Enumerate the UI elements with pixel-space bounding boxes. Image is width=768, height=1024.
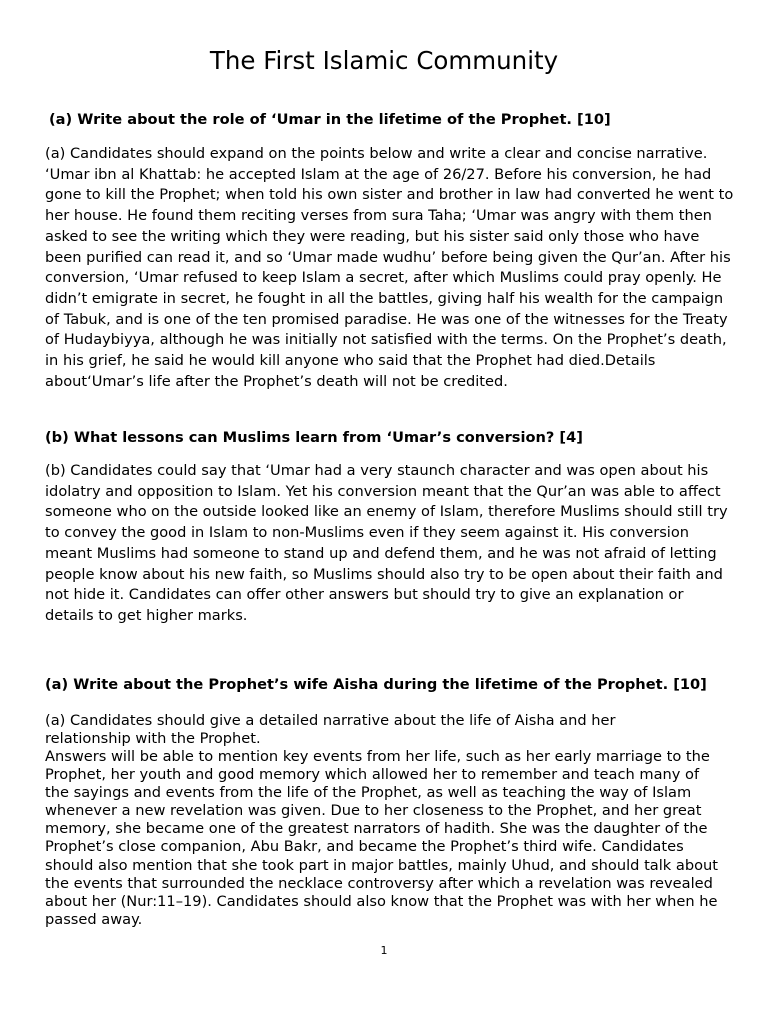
answer-paragraph: (a) Candidates should expand on the points below and write a clear and concise narrative. ‘Umar ibn al Khattab: he accepted Islam at the age of 26/27. Before his conversion, he had gone to kill the Prophet; when told his own sister and brother in law had converted he went to her house. He found them reciting verses from sura Taha; ‘Umar was angry with them then asked to see the writing which they were reading, but his sister said only those who have been purified can read it, and so ‘Umar made wudhu’ before being given the Qur’an. After his conversion, ‘Umar refused to keep Islam a secret, after which Muslims could pray openly. He didn’t emigrate in secret, he fought in all the battles, giving half his wealth for the campaign of Tabuk, and is one of the ten promised paradise. He was one of the witnesses for the Treaty of Hudaybiyya, although he was initially not satisfied with the terms. On the Prophet’s death, in his grief, he said he would kill anyone who said that the Prophet had died.Details about‘Umar’s life after the Prophet’s death will not be credited. (45, 145, 734, 390)
question-heading: (a) Write about the role of ‘Umar in the lifetime of the Prophet. [10] (49, 111, 611, 128)
question-heading: (b) What lessons can Muslims learn from ‘Umar’s conversion? [4] (45, 429, 583, 446)
answer-intro-paragraph: (a) Candidates should give a detailed narrative about the life of Aisha and her relationship with the Prophet. (45, 712, 616, 748)
answer-paragraph: Answers will be able to mention key events from her life, such as her early marriage to the Prophet, her youth and good memory which allowed her to remember and teach many of the sayings and events from the life of the Prophet, as well as teaching the way of Islam whenever a new revelation was given. Due to her closeness to the Prophet, and her great memory, she became one of the greatest narrators of hadith. She was the daughter of the Prophet’s close companion, Abu Bakr, and became the Prophet’s third wife. Candidates should also mention that she took part in major battles, mainly Uhud, and should talk about the events that surrounded the necklace controversy after which a revelation was revealed about her (Nur:11–19). Candidates should also know that the Prophet was with her when he passed away. (45, 748, 718, 928)
question-heading: (a) Write about the Prophet’s wife Aisha during the lifetime of the Prophet. [10] (45, 676, 707, 693)
page-number: 1 (380, 944, 388, 957)
answer-paragraph: (b) Candidates could say that ‘Umar had a very staunch character and was open about his idolatry and opposition to Islam. Yet his conversion meant that the Qur’an was able to affect someone who on the outside looked like an enemy of Islam, therefore Muslims should still try to convey the good in Islam to non-Muslims even if they seem against it. His conversion meant Muslims had someone to stand up and defend them, and he was not afraid of letting people know about his new faith, so Muslims should also try to be open about their faith and not hide it. Candidates can offer other answers but should try to give an explanation or details to get higher marks. (45, 462, 728, 624)
page-title: The First Islamic Community (209, 46, 559, 75)
